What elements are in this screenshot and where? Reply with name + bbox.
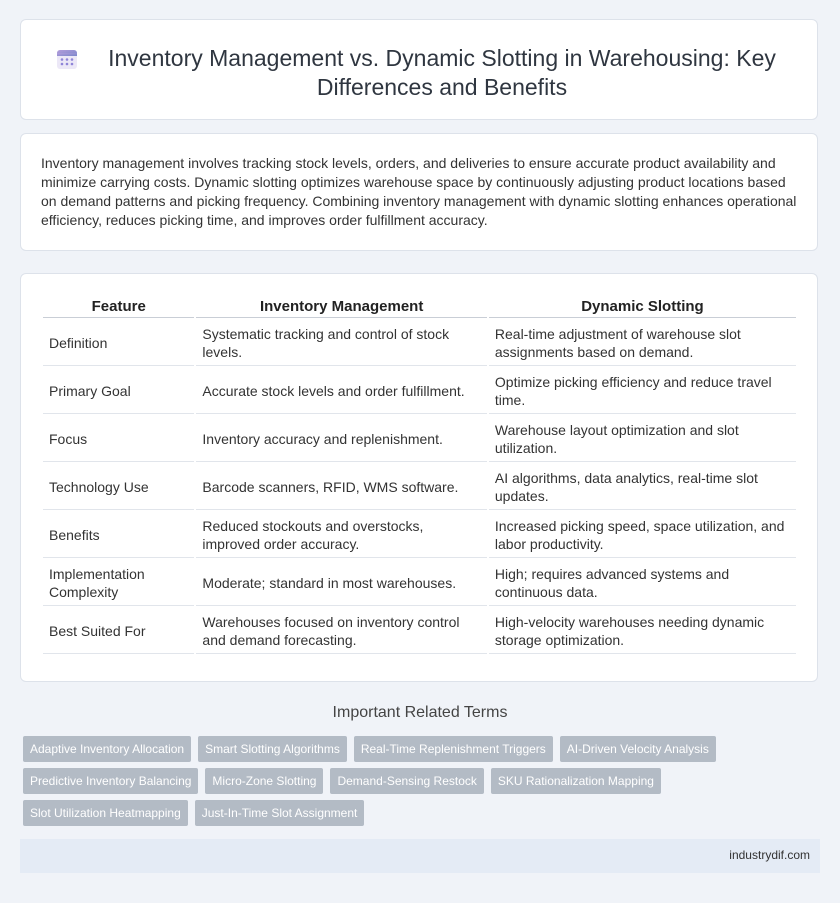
table-cell: Reduced stockouts and overstocks, improved order accuracy. xyxy=(196,512,486,558)
intro-paragraph: Inventory management involves tracking stock levels, orders, and deliveries to ensure accurate product availability and minimize carrying costs. Dynamic slotting optimizes warehouse space by continuously adjusting product locations based on demand patterns and picking frequency. Combining inventory management with dynamic slotting enhances operational efficiency, reduces picking time, and improves order fulfillment accuracy. xyxy=(41,155,797,228)
table-row xyxy=(43,464,796,510)
table-cell: Systematic tracking and control of stock levels. xyxy=(196,320,486,366)
table-row xyxy=(43,608,796,654)
table-cell: Warehouse layout optimization and slot utilization. xyxy=(489,416,796,462)
site-credit[interactable]: industrydif.com xyxy=(729,848,810,862)
related-term-tag[interactable]: Adaptive Inventory Allocation xyxy=(23,736,191,762)
table-cell: Real-time adjustment of warehouse slot assignments based on demand. xyxy=(489,320,796,366)
table-row xyxy=(43,512,796,558)
table-cell: Focus xyxy=(43,416,194,462)
table-header-row xyxy=(43,296,796,318)
table-cell: Barcode scanners, RFID, WMS software. xyxy=(196,464,486,510)
table-cell: Inventory accuracy and replenishment. xyxy=(196,416,486,462)
table-row xyxy=(43,416,796,462)
table-cell: High; requires advanced systems and continuous data. xyxy=(489,560,796,606)
comparison-table xyxy=(41,294,798,656)
related-term-tag[interactable]: AI-Driven Velocity Analysis xyxy=(560,736,716,762)
table-cell: Accurate stock levels and order fulfillment. xyxy=(196,368,486,414)
related-term-tag[interactable]: Just-In-Time Slot Assignment xyxy=(195,800,365,826)
related-term-tag[interactable]: Slot Utilization Heatmapping xyxy=(23,800,188,826)
related-term-tag[interactable]: Micro-Zone Slotting xyxy=(205,768,323,794)
related-term-tag[interactable]: SKU Rationalization Mapping xyxy=(491,768,661,794)
comparison-card xyxy=(20,273,818,682)
table-cell: Moderate; standard in most warehouses. xyxy=(196,560,486,606)
table-cell: Best Suited For xyxy=(43,608,194,654)
table-cell: Increased picking speed, space utilization, and labor productivity. xyxy=(489,512,796,558)
related-terms-list xyxy=(23,736,803,826)
table-row xyxy=(43,320,796,366)
related-term-tag[interactable]: Demand-Sensing Restock xyxy=(330,768,483,794)
column-header: Dynamic Slotting xyxy=(489,296,796,318)
table-row xyxy=(43,368,796,414)
column-header: Feature xyxy=(43,296,194,318)
related-term-tag[interactable]: Real-Time Replenishment Triggers xyxy=(354,736,553,762)
table-cell: Benefits xyxy=(43,512,194,558)
related-terms-heading: Important Related Terms xyxy=(332,704,508,721)
table-cell: High-velocity warehouses needing dynamic storage optimization. xyxy=(489,608,796,654)
table-cell: Optimize picking efficiency and reduce travel time. xyxy=(489,368,796,414)
table-cell: Technology Use xyxy=(43,464,194,510)
related-term-tag[interactable]: Smart Slotting Algorithms xyxy=(198,736,347,762)
table-cell: Primary Goal xyxy=(43,368,194,414)
related-term-tag[interactable]: Predictive Inventory Balancing xyxy=(23,768,198,794)
calendar-icon xyxy=(55,47,79,71)
table-cell: Warehouses focused on inventory control and demand forecasting. xyxy=(196,608,486,654)
table-cell: Implementation Complexity xyxy=(43,560,194,606)
footer xyxy=(20,839,820,873)
table-row xyxy=(43,560,796,606)
title-card xyxy=(20,19,818,120)
page-title: Inventory Management vs. Dynamic Slotting in Warehousing: Key Differences and Benefits xyxy=(108,45,776,100)
intro-card xyxy=(20,133,818,251)
column-header: Inventory Management xyxy=(196,296,486,318)
table-cell: AI algorithms, data analytics, real-time slot updates. xyxy=(489,464,796,510)
table-cell: Definition xyxy=(43,320,194,366)
